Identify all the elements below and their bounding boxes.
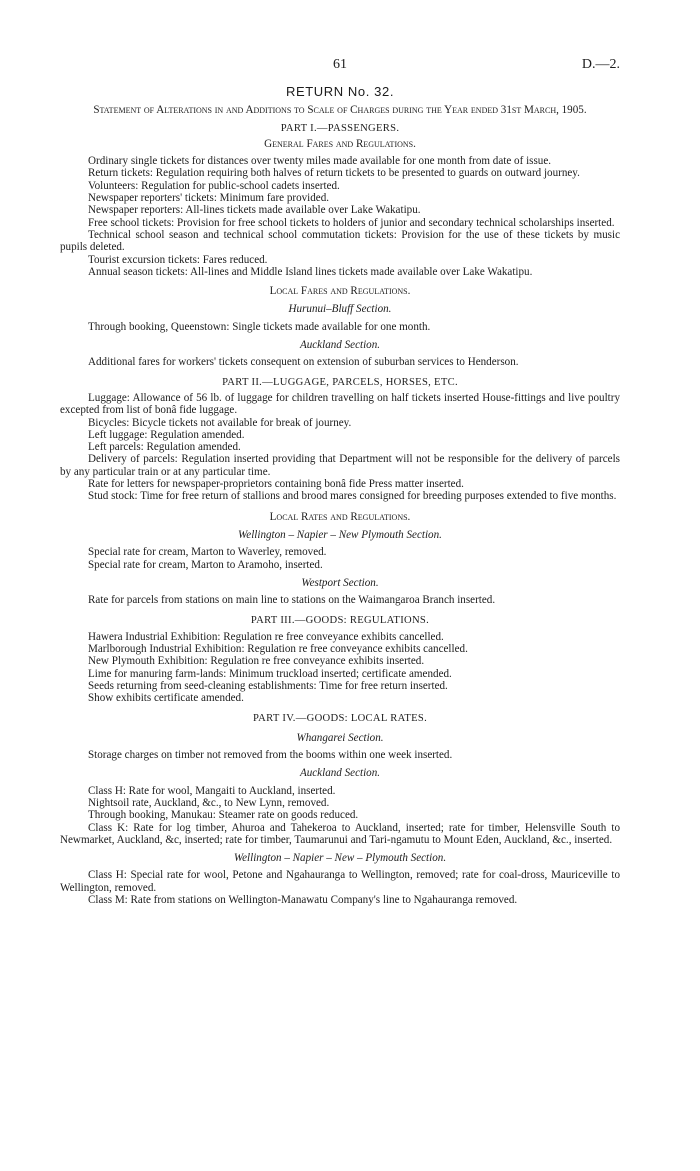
paragraph: Left luggage: Regulation amended. [88,428,245,441]
wellington-part2-list [60,546,620,571]
paragraph: Seeds returning from seed-cleaning establishments: Time for free return inserted. [88,679,448,692]
paragraph: Rate for parcels from stations on main line to stations on the Waimangaroa Branch inserted. [88,594,496,607]
paragraph: Class H: Rate for wool, Mangaiti to Auckland, inserted. [88,784,336,797]
paragraph: Luggage: Allowance of 56 lb. of luggage for children travelling on half tickets inserted House-fittings and live poultry excepted from list of bonâ fide luggage. [60,391,620,417]
paragraph: Delivery of parcels: Regulation inserted providing that Department will not be responsible for the delivery of parcels by any particular train or at any particular time. [60,453,620,478]
paragraph: Rate for letters for newspaper-proprietors containing bonâ fide Press matter inserted. [88,478,464,491]
section-westport: Westport Section. [301,576,379,589]
paragraph: Newspaper reporters: All-lines tickets made available over Lake Wakatipu. [88,204,421,217]
page-number: 61 [333,57,347,72]
part-4-heading: PART IV.—GOODS: LOCAL RATES. [252,713,428,725]
document-reference: D.—2. [581,57,620,72]
hurunui-list [60,321,620,333]
paragraph: Storage charges on timber not removed from the booms within one week inserted. [88,749,453,762]
part-3-list [60,631,620,705]
paragraph: Through booking, Manukau: Steamer rate on goods reduced. [88,809,359,822]
paragraph: Marlborough Industrial Exhibition: Regulation re free conveyance exhibits cancelled. [88,642,468,655]
paragraph: Special rate for cream, Marton to Waverley, removed. [88,546,327,559]
paragraph: Tourist excursion tickets: Fares reduced. [88,253,268,266]
paragraph: Return tickets: Regulation requiring both halves of return tickets to be presented to guards on outward journey. [88,167,580,180]
paragraph: Class H: Special rate for wool, Petone and Ngahauranga to Wellington, removed; rate for coal-dross, Mauriceville to Wellington, removed. [60,869,620,894]
paragraph: Nightsoil rate, Auckland, &c., to New Lynn, removed. [88,796,330,809]
general-fares-heading: General Fares and Regulations. [264,137,416,150]
paragraph: Lime for manuring farm-lands: Minimum truckload inserted; certificate amended. [88,667,452,680]
section-hurunui-bluff: Hurunui–Bluff Section. [288,303,392,316]
paragraph: Ordinary single tickets for distances over twenty miles made available for one month from date of issue. [88,155,552,168]
paragraph: Additional fares for workers' tickets consequent on extension of suburban services to Henderson. [88,356,519,369]
paragraph: Show exhibits certificate amended. [88,692,244,705]
paragraph: Newspaper reporters' tickets: Minimum fare provided. [88,192,330,205]
paragraph: Free school tickets: Provision for free school tickets to holders of junior and secondary technical scholarships inserted. [88,216,615,229]
part-3-heading: PART III.—GOODS: REGULATIONS. [250,615,430,627]
paragraph: New Plymouth Exhibition: Regulation re free conveyance exhibits inserted. [88,655,425,668]
general-fares-list [60,155,620,278]
wellington-part4-list [60,869,620,906]
paragraph: Bicycles: Bicycle tickets not available for break of journey. [88,416,352,429]
westport-list [60,594,620,606]
section-wellington-part2: Wellington – Napier – New Plymouth Section. [238,528,442,541]
paragraph: Special rate for cream, Marton to Aramoho, inserted. [88,558,323,571]
auckland-part1-list [60,356,620,368]
statement-heading: Statement of Alterations in and Additions to Scale of Charges during the Year ended 31st March, 1905. [93,104,587,117]
paragraph: Stud stock: Time for free return of stallions and brood mares consigned for breeding purposes extended to five months. [88,490,617,503]
part-2-heading: PART II.—LUGGAGE, PARCELS, HORSES, ETC. [222,376,458,388]
local-fares-heading: Local Fares and Regulations. [269,285,411,298]
section-auckland-part1: Auckland Section. [299,339,381,352]
paragraph: Annual season tickets: All-lines and Middle Island lines tickets made available over Lake Wakatipu. [88,265,533,278]
part-1-heading: PART I.—PASSENGERS. [280,122,400,134]
paragraph: Through booking, Queenstown: Single tickets made available for one month. [88,320,431,333]
section-wellington-part4: Wellington – Napier – New – Plymouth Section. [233,852,447,865]
paragraph: Hawera Industrial Exhibition: Regulation re free conveyance exhibits cancelled. [88,630,444,643]
paragraph: Technical school season and technical school commutation tickets: Provision for the use of these tickets by music pupils deleted. [60,228,620,254]
auckland-part4-list [60,785,620,846]
paragraph: Volunteers: Regulation for public-school cadets inserted. [88,179,340,192]
section-whangarei: Whangarei Section. [296,731,384,744]
page-header [60,56,620,82]
return-title: RETURN No. 32. [285,84,395,99]
section-auckland-part4: Auckland Section. [299,767,381,780]
part-2-list [60,392,620,503]
local-rates-heading: Local Rates and Regulations. [269,510,411,523]
paragraph: Class K: Rate for log timber, Ahuroa and Tahekeroa to Auckland, inserted; rate for timber, Helensville South to Newmarket, Auckland, &c, inserted; rate for timber, Taumarunui and Tari-ngamutu to Mount Eden, Auckland, &c., inserted. [60,821,620,846]
whangarei-list [60,749,620,761]
paragraph: Left parcels: Regulation amended. [88,441,241,454]
paragraph: Class M: Rate from stations on Wellington-Manawatu Company's line to Ngahauranga removed. [88,894,518,907]
